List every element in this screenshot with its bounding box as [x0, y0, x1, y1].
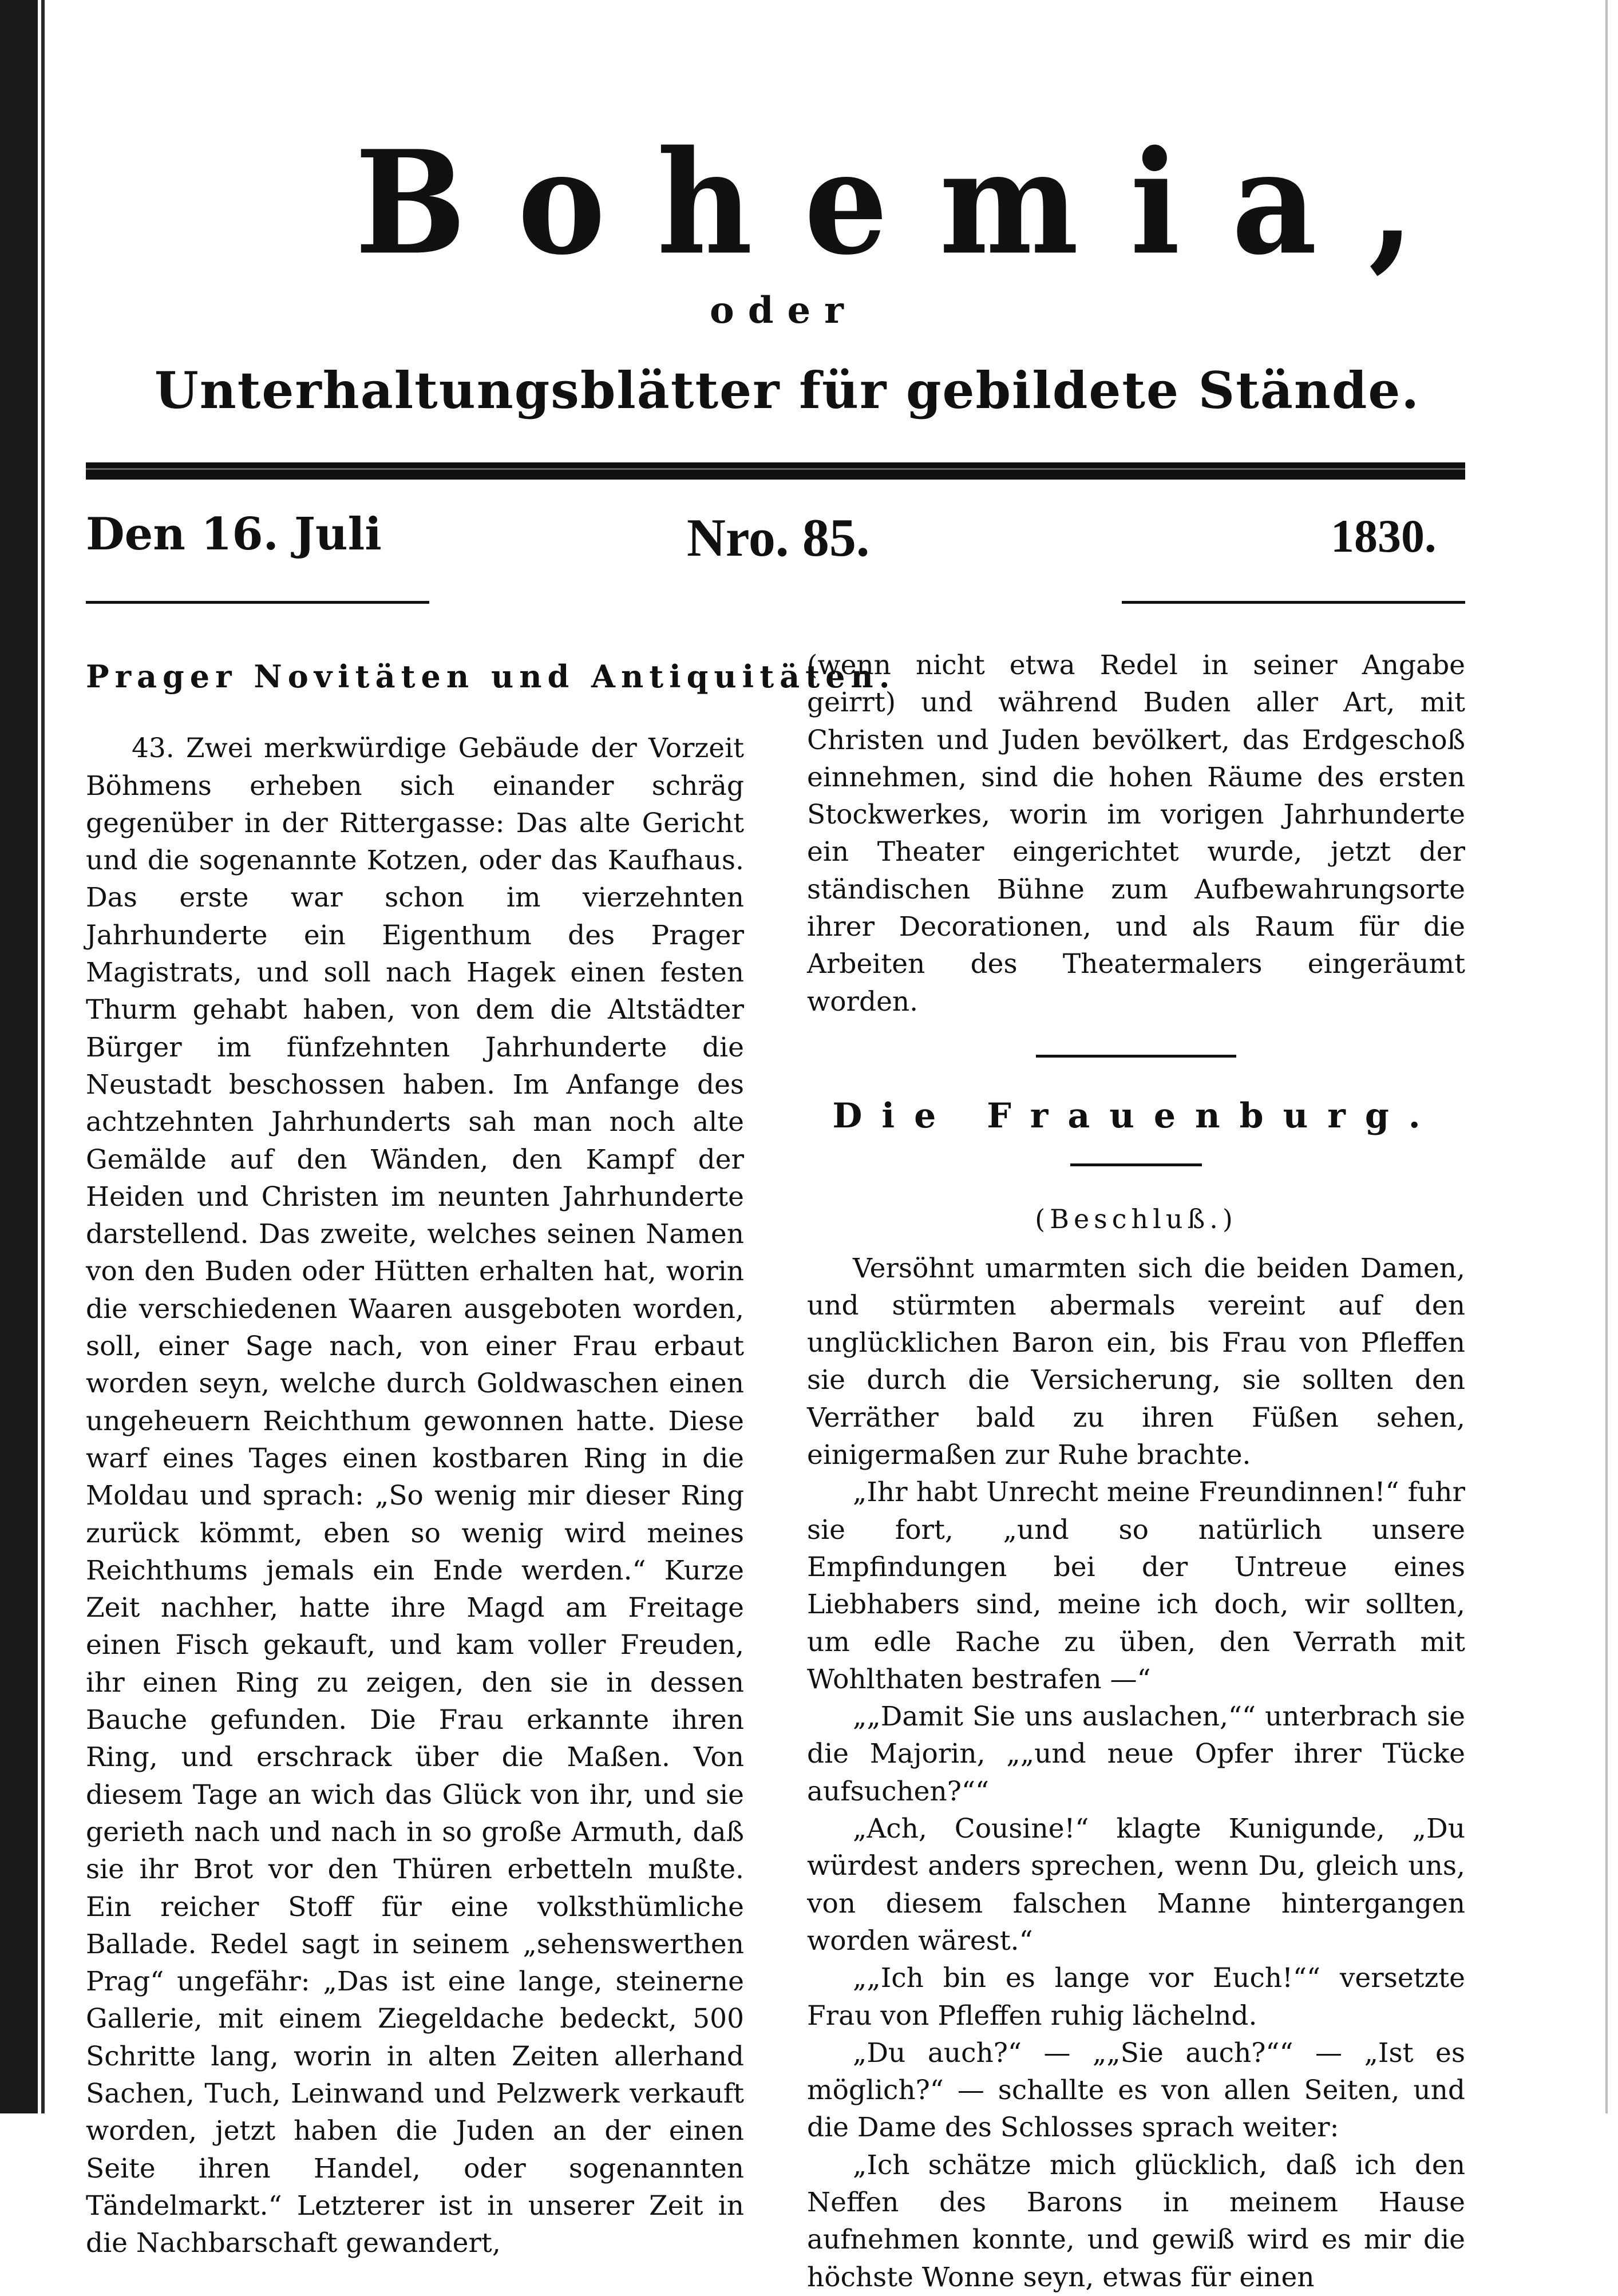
right-column [807, 647, 1465, 2296]
book-binding-line [41, 0, 45, 2113]
left-article-paragraph: 43. Zwei merkwürdige Gebäude der Vorzeit Böhmens erheben sich einander schräg gegenüber in der Rittergasse: Das alte Gericht und die sogenannte Kotzen, oder das Kaufhaus. Das erste war schon im vierzehnten Jahrhunderte ein Eigenthum des Prager Magistrats, und soll nach Hagek einen festen Thurm gehabt haben, von dem die Altstädter Bürger im fünfzehnten Jahrhunderte die Neustadt beschossen haben. Im Anfange des achtzehnten Jahrhunderts sah man noch alte Gemälde auf den Wänden, den Kampf der Heiden und Christen im neunten Jahrhunderte darstellend. Das zweite, welches seinen Namen von den Buden oder Hütten erhalten hat, worin die verschiedenen Waaren ausgeboten worden, soll, einer Sage nach, von einer Frau erbaut worden seyn, welche durch Goldwaschen einen ungeheuern Reichthum gewonnen hatte. Diese warf eines Tages einen kostbaren Ring in die Moldau und sprach: „So wenig mir dieser Ring zurück kömmt, eben so wenig wird meines Reichthums jemals ein Ende werden.“ Kurze Zeit nachher, hatte ihre Magd am Freitage einen Fisch gekauft, und kam voller Freuden, ihr einen Ring zu zeigen, den sie in dessen Bauche gefunden. Die Frau erkannte ihren Ring, und erschrack über die Maßen. Von diesem Tage an wich das Glück von ihr, und sie gerieth nach und nach in so große Armuth, daß sie ihr Brot vor den Thüren erbetteln mußte. Ein reicher Stoff für eine volksthümliche Ballade. Redel sagt in seinem „sehenswerthen Prag“ ungefähr: „Das ist eine lange, steinerne Gallerie, mit einem Ziegeldache bedeckt, 500 Schritte lang, worin in alten Zeiten allerhand Sachen, Tuch, Leinwand und Pelzwerk verkauft worden, jetzt haben die Juden an der einen Seite ihren Handel, oder sogenannten Tändelmarkt.“ Letzterer ist in unserer Zeit in die Nachbarschaft gewandert, [86, 733, 744, 2259]
book-binding-edge [0, 0, 38, 2113]
right-continuation-paragraph: (wenn nicht etwa Redel in seiner Angabe geirrt) und während Buden aller Art, mit Christen und Juden bevölkert, das Erdgeschoß einnehmen, sind die hohen Räume des ersten Stockwerkes, worin im vorigen Jahrhunderte ein Theater eingerichtet wurde, jetzt der ständischen Bühne zum Aufbewahrungsorte ihrer Decorationen, und als Raum für die Arbeiten des Theatermalers eingeräumt worden. [807, 650, 1465, 1018]
left-section-heading: Prager Novitäten und Antiquitäten. [86, 658, 896, 695]
story-note: (Beschluß.) [1035, 1204, 1237, 1235]
story-paragraph: Versöhnt umarmten sich die beiden Damen, und stürmten abermals vereint auf den unglücklichen Baron ein, bis Frau von Pfleffen sie durch die Versicherung, sie sollten den Verräther bald zu ihren Füßen sehen, einigermaßen zur Ruhe brachte. [807, 1252, 1465, 1471]
masthead-rule-inner [86, 468, 1465, 470]
story-paragraph: „Ich schätze mich glücklich, daß ich den Neffen des Barons in meinem Hause aufnehmen konnte, und gewiß wird es mir die höchste Wonne seyn, etwas für einen [807, 2149, 1465, 2293]
masthead-subtitle: Unterhaltungsblätter für gebildete Stände. [155, 361, 1420, 420]
masthead-oder: oder [710, 289, 857, 332]
dateline-year: 1830. [1331, 510, 1437, 562]
story-paragraph: „„Ich bin es lange vor Euch!““ versetzte Frau von Pfleffen ruhig lächelnd. [807, 1962, 1465, 2032]
page-right-edge [1605, 0, 1608, 2113]
story-title: Die Frauenburg. [832, 1095, 1440, 1136]
dateline-rule-left [86, 601, 429, 604]
section-divider-rule [1036, 1055, 1236, 1058]
dateline-rule-right [1122, 601, 1465, 604]
left-column [86, 647, 896, 2262]
masthead-rule [86, 462, 1465, 480]
masthead-title: Bohemia, [355, 120, 1466, 287]
dateline-issue-number: Nro. 85. [687, 508, 870, 568]
title-divider-rule [1070, 1163, 1202, 1166]
story-paragraph: „„Damit Sie uns auslachen,““ unterbrach sie die Majorin, „„und neue Opfer ihrer Tücke aufsuchen?““ [807, 1701, 1465, 1807]
story-paragraph: „Ihr habt Unrecht meine Freundinnen!“ fuhr sie fort, „und so natürlich unsere Empfindungen bei der Untreue eines Liebhabers sind, meine ich doch, wir sollten, um edle Rache zu üben, den Verrath mit Wohlthaten bestrafen —“ [807, 1476, 1465, 1695]
story-paragraph: „Du auch?“ — „„Sie auch?““ — „Ist es möglich?“ — schallte es von allen Seiten, und die Dame des Schlosses sprach weiter: [807, 2037, 1465, 2144]
story-paragraph: „Ach, Cousine!“ klagte Kunigunde, „Du würdest anders sprechen, wenn Du, gleich uns, von diesem falschen Manne hintergangen worden wärest.“ [807, 1813, 1465, 1957]
dateline-date: Den 16. Juli [86, 508, 382, 560]
